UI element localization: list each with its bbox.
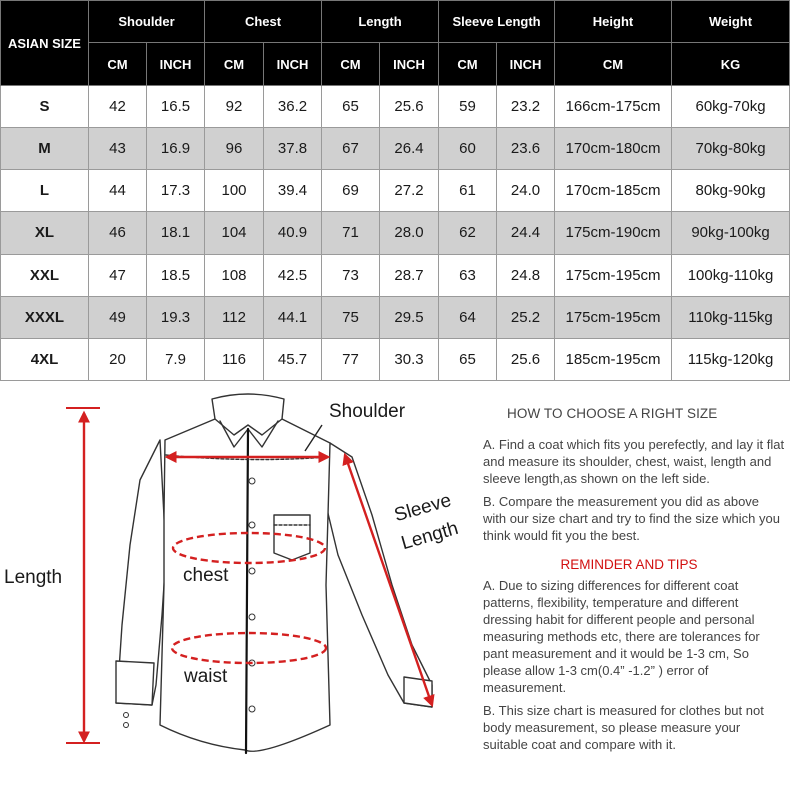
measurement-cell: 24.0: [497, 170, 555, 212]
measurement-cell: 100kg-110kg: [672, 254, 790, 296]
size-column-header: ASIAN SIZE: [1, 1, 89, 86]
measurement-cell: 45.7: [264, 338, 322, 380]
measurement-cell: 62: [439, 212, 497, 254]
measurement-cell: 7.9: [147, 338, 205, 380]
size-cell: L: [1, 170, 89, 212]
measurement-cell: 65: [439, 338, 497, 380]
measurement-cell: 166cm-175cm: [555, 86, 672, 128]
measurement-cell: 16.9: [147, 128, 205, 170]
measurement-cell: 100: [205, 170, 264, 212]
measurement-cell: 42.5: [264, 254, 322, 296]
measurement-diagram: [0, 385, 480, 790]
measurement-cell: 61: [439, 170, 497, 212]
measurement-cell: 25.6: [497, 338, 555, 380]
measurement-cell: 175cm-195cm: [555, 296, 672, 338]
shoulder-label: Shoulder: [329, 401, 406, 422]
measurement-cell: 60: [439, 128, 497, 170]
length-header: Length: [322, 1, 439, 43]
unit-header: CM: [555, 43, 672, 86]
sleeve-length-header: Sleeve Length: [439, 1, 555, 43]
measurement-cell: 175cm-195cm: [555, 254, 672, 296]
left-cuff: [116, 661, 154, 705]
sleeve-label-line2: Length: [399, 517, 461, 555]
unit-header: CM: [322, 43, 380, 86]
measurement-cell: 23.2: [497, 86, 555, 128]
measurement-cell: 75: [322, 296, 380, 338]
measurement-cell: 40.9: [264, 212, 322, 254]
height-header: Height: [555, 1, 672, 43]
measurement-cell: 30.3: [380, 338, 439, 380]
size-cell: M: [1, 128, 89, 170]
measurement-cell: 17.3: [147, 170, 205, 212]
measurement-cell: 18.5: [147, 254, 205, 296]
shirt-illustration: [0, 385, 480, 790]
unit-header: CM: [89, 43, 147, 86]
measurement-cell: 28.7: [380, 254, 439, 296]
measurement-cell: 59: [439, 86, 497, 128]
measurement-cell: 44: [89, 170, 147, 212]
unit-header: CM: [439, 43, 497, 86]
size-cell: XXL: [1, 254, 89, 296]
measurement-cell: 18.1: [147, 212, 205, 254]
sleeve-label-line1: Sleeve: [392, 489, 454, 527]
measurement-cell: 70kg-80kg: [672, 128, 790, 170]
measurement-cell: 112: [205, 296, 264, 338]
waist-label: waist: [184, 666, 228, 687]
length-label: Length: [4, 567, 63, 588]
size-cell: XXXL: [1, 296, 89, 338]
measurement-cell: 47: [89, 254, 147, 296]
measurement-cell: 42: [89, 86, 147, 128]
measurement-cell: 104: [205, 212, 264, 254]
size-cell: XL: [1, 212, 89, 254]
size-cell: 4XL: [1, 338, 89, 380]
table-row: [1, 212, 790, 254]
measurement-cell: 73: [322, 254, 380, 296]
measurement-cell: 77: [322, 338, 380, 380]
table-row: [1, 170, 790, 212]
measurement-cell: 60kg-70kg: [672, 86, 790, 128]
measurement-cell: 37.8: [264, 128, 322, 170]
measurement-cell: 43: [89, 128, 147, 170]
right-sleeve: [326, 443, 432, 707]
measurement-cell: 49: [89, 296, 147, 338]
measurement-cell: 64: [439, 296, 497, 338]
size-guide: [483, 405, 785, 753]
measurement-cell: 27.2: [380, 170, 439, 212]
measurement-cell: 24.8: [497, 254, 555, 296]
table-row: [1, 296, 790, 338]
shoulder-header: Shoulder: [89, 1, 205, 43]
measurement-cell: 116: [205, 338, 264, 380]
measurement-cell: 23.6: [497, 128, 555, 170]
measurement-cell: 65: [322, 86, 380, 128]
guide-heading: HOW TO CHOOSE A RIGHT SIZE: [507, 406, 718, 421]
measurement-cell: 110kg-115kg: [672, 296, 790, 338]
measurement-cell: 44.1: [264, 296, 322, 338]
measurement-cell: 39.4: [264, 170, 322, 212]
size-rows: [1, 86, 790, 381]
unit-header: INCH: [147, 43, 205, 86]
weight-header: Weight: [672, 1, 790, 43]
shirt-pocket: [274, 515, 310, 560]
measurement-cell: 26.4: [380, 128, 439, 170]
tip-b: B. This size chart is measured for clothes but not body measurement, so please measure your suitable coat and compare with it.: [483, 703, 764, 752]
measurement-cell: 115kg-120kg: [672, 338, 790, 380]
measurement-cell: 28.0: [380, 212, 439, 254]
measurement-cell: 16.5: [147, 86, 205, 128]
measurement-cell: 170cm-185cm: [555, 170, 672, 212]
unit-header: INCH: [497, 43, 555, 86]
measurement-cell: 71: [322, 212, 380, 254]
measurement-cell: 25.2: [497, 296, 555, 338]
measurement-cell: 96: [205, 128, 264, 170]
unit-header: KG: [672, 43, 790, 86]
measurement-cell: 175cm-190cm: [555, 212, 672, 254]
measurement-cell: 67: [322, 128, 380, 170]
size-chart-table: [0, 0, 790, 381]
table-row: [1, 86, 790, 128]
unit-header: INCH: [264, 43, 322, 86]
measurement-cell: 108: [205, 254, 264, 296]
unit-header: INCH: [380, 43, 439, 86]
measurement-cell: 46: [89, 212, 147, 254]
table-row: [1, 338, 790, 380]
chest-label: chest: [183, 565, 229, 586]
measurement-cell: 90kg-100kg: [672, 212, 790, 254]
measurement-cell: 29.5: [380, 296, 439, 338]
tip-a: A. Due to sizing differences for different coat patterns, flexibility, temperature and different dressing habit for different people and personal measuring methods etc, there are tolerances for pant measurement and it would be 1-3 cm, So please allow 1-3 cm(0.4” -1.2” ) error of measurement.: [483, 578, 760, 695]
guide-step-a: A. Find a coat which fits you perefectly, and lay it flat and measure its shoulder, chest, waist, length and sleeve length,as shown on the left side.: [483, 437, 785, 486]
measurement-cell: 36.2: [264, 86, 322, 128]
measurement-cell: 20: [89, 338, 147, 380]
measurement-cell: 25.6: [380, 86, 439, 128]
guide-step-b: B. Compare the measurement you did as above with our size chart and try to find the size which you think would fit you the best.: [483, 494, 780, 543]
unit-header: CM: [205, 43, 264, 86]
tips-heading: REMINDER AND TIPS: [560, 557, 698, 572]
measurement-cell: 63: [439, 254, 497, 296]
size-cell: S: [1, 86, 89, 128]
chest-header: Chest: [205, 1, 322, 43]
measurement-cell: 24.4: [497, 212, 555, 254]
measurement-cell: 170cm-180cm: [555, 128, 672, 170]
measurement-cell: 92: [205, 86, 264, 128]
table-row: [1, 128, 790, 170]
measurement-cell: 19.3: [147, 296, 205, 338]
measurement-cell: 185cm-195cm: [555, 338, 672, 380]
measurement-cell: 80kg-90kg: [672, 170, 790, 212]
table-row: [1, 254, 790, 296]
measurement-cell: 69: [322, 170, 380, 212]
